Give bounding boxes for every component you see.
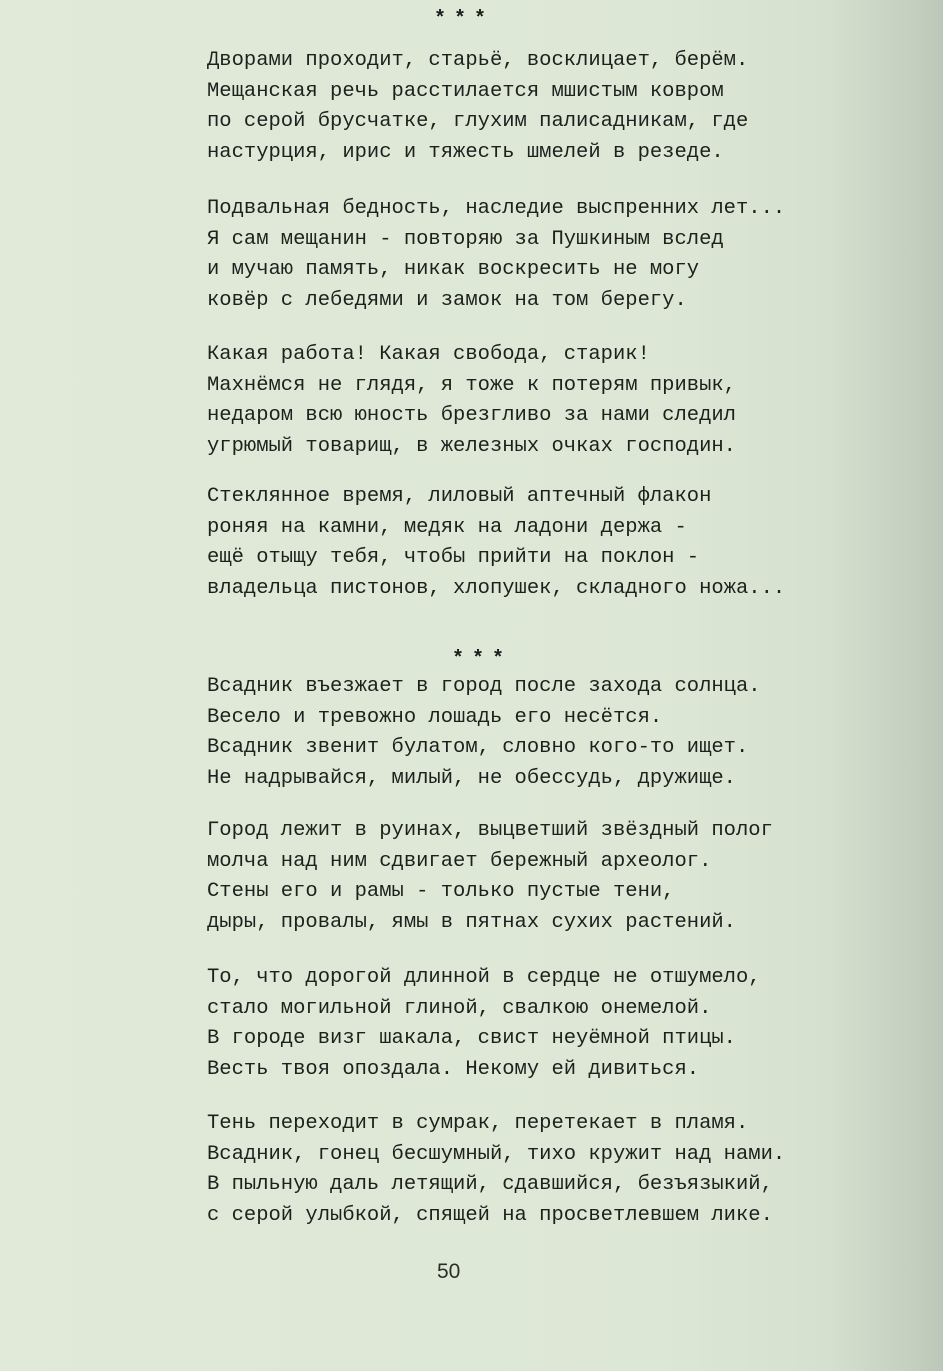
- poem-line: ковёр с лебедями и замок на том берегу.: [207, 288, 687, 312]
- page-number: 50: [437, 1260, 461, 1283]
- poem-line: Махнёмся не глядя, я тоже к потерям привык,: [207, 373, 736, 397]
- poem-line: Всадник въезжает в город после захода солнца.: [207, 675, 761, 698]
- poem-2-stanza-2: [207, 816, 773, 938]
- poem-line: Всадник, гонец бесшумный, тихо кружит над нами.: [207, 1142, 786, 1166]
- poem-line: настурция, ирис и тяжесть шмелей в резеде.: [207, 140, 724, 164]
- poem-1-separator: ***: [434, 8, 495, 31]
- poem-line: Всадник звенит булатом, словно кого-то ищет.: [207, 736, 749, 759]
- poem-2-stanza-3: [207, 963, 761, 1085]
- poem-line: Весело и тревожно лошадь его несётся.: [207, 705, 663, 729]
- poem-line: и мучаю память, никак воскресить не могу: [207, 258, 700, 281]
- poem-line: ещё отыщу тебя, чтобы прийти на поклон -: [207, 546, 700, 569]
- poem-line: Какая работа! Какая свобода, старик!: [207, 343, 650, 366]
- poem-line: стало могильной глиной, свалкою онемелой.: [207, 996, 712, 1020]
- poem-2-stanza-1: [207, 672, 761, 794]
- poem-line: молча над ним сдвигает бережный археолог.: [207, 849, 712, 873]
- poem-line: Дворами проходит, старьё, восклицает, берём.: [207, 49, 749, 72]
- poem-line: Мещанская речь расстилается мшистым ковром: [207, 79, 724, 103]
- poem-line: Я сам мещанин - повторяю за Пушкиным вслед: [207, 227, 724, 251]
- poem-line: угрюмый товарищ, в железных очках господин.: [207, 434, 736, 458]
- poem-line: Стены его и рамы - только пустые тени,: [207, 880, 675, 903]
- poem-1-stanza-2: [207, 194, 785, 316]
- poem-line: роняя на камни, медяк на ладони держа -: [207, 515, 687, 539]
- poem-line: В пыльную даль летящий, сдавшийся, безъязыкий,: [207, 1173, 773, 1196]
- poem-line: То, что дорогой длинной в сердце не отшумело,: [207, 966, 761, 989]
- poem-1-stanza-3: [207, 340, 736, 462]
- page-shadow-edge: [828, 0, 943, 1371]
- poem-line: Не надрывайся, милый, не обессудь, дружище.: [207, 766, 736, 790]
- poem-1-stanza-1: [207, 46, 748, 168]
- poem-line: Подвальная бедность, наследие выспренних лет...: [207, 197, 786, 220]
- poem-line: владельца пистонов, хлопушек, складного ножа...: [207, 576, 786, 600]
- poem-line: Город лежит в руинах, выцветший звёздный полог: [207, 819, 773, 842]
- poem-line: дыры, провалы, ямы в пятнах сухих растений.: [207, 910, 736, 934]
- poem-2-separator: ***: [452, 648, 513, 671]
- poem-line: Весть твоя опоздала. Некому ей дивиться.: [207, 1057, 700, 1081]
- poem-2-stanza-4: [207, 1109, 785, 1231]
- poem-line: с серой улыбкой, спящей на просветлевшем лике.: [207, 1203, 773, 1227]
- poem-line: недаром всю юность брезгливо за нами следил: [207, 404, 736, 427]
- poem-1-stanza-4: [207, 482, 785, 604]
- poem-line: В городе визг шакала, свист неуёмной птицы.: [207, 1027, 736, 1050]
- poem-line: по серой брусчатке, глухим палисадникам, где: [207, 110, 749, 133]
- poem-line: Тень переходит в сумрак, перетекает в пламя.: [207, 1112, 749, 1135]
- poem-line: Стеклянное время, лиловый аптечный флакон: [207, 485, 712, 508]
